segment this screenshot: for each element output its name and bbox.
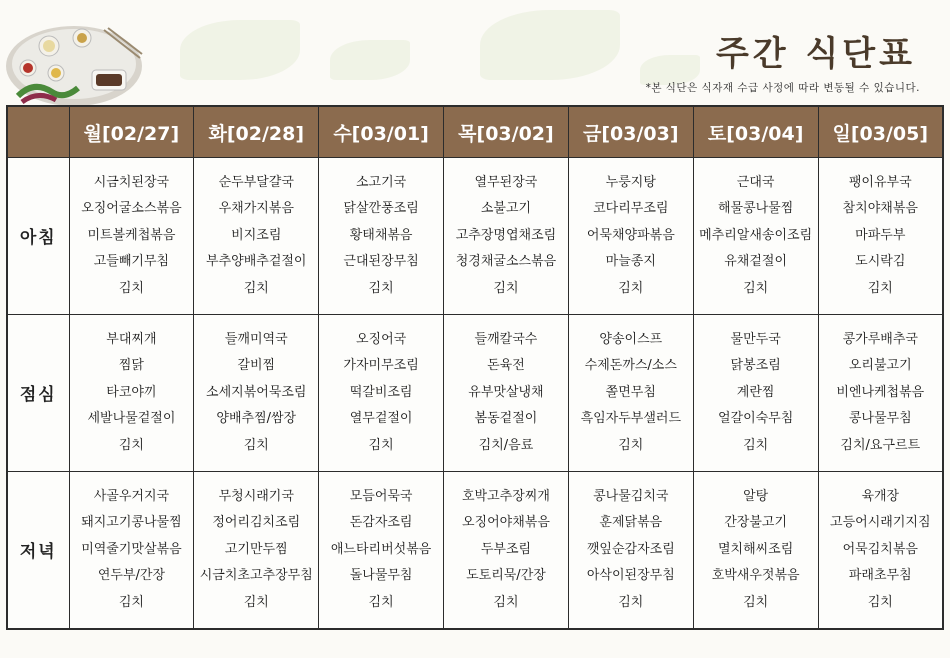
- dish-item: 고등어시래기지짐: [830, 515, 931, 531]
- dish-item: 어묵김치볶음: [842, 541, 918, 557]
- dish-item: 해물콩나물찜: [717, 201, 794, 217]
- meal-label: 아침: [7, 158, 69, 315]
- dish-item: 오리불고기: [848, 358, 912, 374]
- menu-cell: [69, 471, 194, 629]
- dish-item: 김치: [743, 437, 769, 453]
- menu-cell: [319, 314, 444, 471]
- menu-cell: [693, 471, 818, 629]
- meal-row: [7, 314, 943, 471]
- menu-cell: [444, 314, 569, 471]
- dish-item: 김치: [118, 280, 144, 296]
- dish-item: 콩나물김치국: [593, 488, 669, 504]
- dish-item: 순두부달걀국: [218, 174, 294, 190]
- dish-item: 청경채굴소스볶음: [455, 254, 557, 270]
- dish-item: 사골우거지국: [93, 488, 170, 504]
- dish-item: 우채가지볶음: [218, 201, 294, 217]
- day-header: 토[03/04]: [693, 106, 818, 158]
- dish-item: 김치: [743, 594, 769, 610]
- day-header: 일[03/05]: [818, 106, 943, 158]
- dish-item: 김치/음료: [478, 437, 534, 453]
- dish-item: 참치야채볶음: [842, 201, 918, 217]
- dish-item: 닭살깐풍조림: [343, 201, 419, 217]
- dish-item: 연두부/간장: [97, 568, 165, 584]
- menu-body: [7, 158, 943, 630]
- dish-item: 김치: [743, 280, 769, 296]
- page-title: 주간 식단표: [715, 34, 916, 74]
- dish-item: 김치: [118, 437, 144, 453]
- dish-item: 훈제닭볶음: [599, 515, 663, 531]
- dish-item: 고기만두찜: [224, 541, 288, 557]
- dish-item: 모듬어묵국: [349, 488, 413, 504]
- dish-item: 김치: [867, 594, 893, 610]
- dish-item: 두부조림: [480, 541, 532, 557]
- dish-item: 미역줄기맛살볶음: [81, 541, 182, 557]
- dish-item: 근대국: [736, 174, 775, 190]
- dish-item: 고들빼기무침: [93, 254, 170, 270]
- dish-item: 돈감자조림: [349, 515, 413, 531]
- dish-item: 고추장명엽채조림: [455, 227, 557, 243]
- dish-item: 김치: [243, 594, 269, 610]
- dish-item: 유부맛살냉채: [468, 384, 544, 400]
- dish-item: 김치: [243, 280, 269, 296]
- dish-item: 콩나물무침: [848, 411, 912, 427]
- dish-item: 흑임자두부샐러드: [580, 411, 682, 427]
- day-header: 금[03/03]: [568, 106, 693, 158]
- dish-item: 누룽지탕: [605, 174, 656, 190]
- dish-item: 호박고추장찌개: [462, 488, 550, 504]
- menu-cell: [319, 158, 444, 315]
- dish-item: 물만두국: [730, 331, 781, 347]
- dish-item: 정어리김치조림: [212, 515, 301, 531]
- dish-item: 유채겉절이: [724, 254, 788, 270]
- menu-cell: [444, 471, 569, 629]
- dish-item: 도토리묵/간장: [466, 568, 546, 584]
- dish-item: 도시락김: [855, 254, 906, 270]
- dish-item: 깻잎순감자조림: [586, 541, 675, 557]
- menu-cell: [194, 158, 319, 315]
- menu-notice: *본 식단은 식자재 수급 사정에 따라 변동될 수 있습니다.: [645, 82, 920, 94]
- menu-cell: [693, 314, 818, 471]
- dish-item: 간장불고기: [724, 515, 788, 531]
- dish-item: 근대된장무침: [343, 254, 419, 270]
- dish-item: 마파두부: [855, 227, 906, 243]
- dish-item: 오징어국: [355, 331, 407, 347]
- menu-cell: [818, 314, 943, 471]
- dish-item: 부대찌개: [106, 331, 157, 347]
- meal-label: 저녁: [7, 471, 69, 629]
- dish-item: 육개장: [861, 488, 900, 504]
- menu-cell: [69, 314, 194, 471]
- dish-item: 오징어야채볶음: [462, 515, 550, 531]
- dish-item: 김치: [867, 280, 893, 296]
- dish-item: 얼갈이숙무침: [717, 411, 794, 427]
- day-header: 화[02/28]: [194, 106, 319, 158]
- dish-item: 닭봉조림: [730, 358, 781, 374]
- day-header: 목[03/02]: [444, 106, 569, 158]
- meal-label: 점심: [7, 314, 69, 471]
- dish-item: 갈비찜: [237, 358, 276, 374]
- dish-item: 타코야끼: [106, 384, 157, 400]
- dish-item: 김치: [368, 280, 394, 296]
- menu-cell: [568, 314, 693, 471]
- dish-item: 멸치해씨조림: [717, 541, 794, 557]
- dish-item: 양배추찜/쌈장: [216, 411, 297, 427]
- dish-item: 세발나물겉절이: [87, 411, 176, 427]
- day-header: 월[02/27]: [69, 106, 194, 158]
- day-header-row: [7, 106, 943, 158]
- dish-item: 무청시래기국: [218, 488, 294, 504]
- menu-cell: [69, 158, 194, 315]
- dish-item: 열무겉절이: [349, 411, 413, 427]
- dish-item: 소고기국: [355, 174, 407, 190]
- menu-cell: [818, 158, 943, 315]
- dish-item: 파래초무침: [848, 568, 912, 584]
- menu-cell: [194, 314, 319, 471]
- header: [0, 0, 950, 105]
- meal-row: [7, 158, 943, 315]
- dish-item: 봄동겉절이: [474, 411, 538, 427]
- dish-item: 콩가루배추국: [842, 331, 918, 347]
- food-plate-illustration: [4, 18, 144, 108]
- dish-item: 알탕: [743, 488, 769, 504]
- dish-item: 김치: [618, 280, 644, 296]
- dish-item: 비엔나케첩볶음: [836, 384, 925, 400]
- dish-item: 돼지고기콩나물찜: [81, 515, 182, 531]
- menu-cell: [693, 158, 818, 315]
- corner-cell: [7, 106, 69, 158]
- dish-item: 찜닭: [118, 358, 144, 374]
- meal-row: [7, 471, 943, 629]
- dish-item: 들깨미역국: [224, 331, 288, 347]
- dish-item: 김치: [618, 594, 644, 610]
- dish-item: 아삭이된장무침: [586, 568, 675, 584]
- dish-item: 돌나물무침: [349, 568, 413, 584]
- dish-item: 수제돈까스/소스: [584, 358, 677, 374]
- dish-item: 코다리무조림: [593, 201, 669, 217]
- dish-item: 가자미무조림: [343, 358, 419, 374]
- dish-item: 어묵채양파볶음: [586, 227, 675, 243]
- dish-item: 떡갈비조림: [349, 384, 413, 400]
- dish-item: 김치: [368, 594, 394, 610]
- weekly-menu-table: [6, 105, 944, 630]
- dish-item: 김치: [368, 437, 394, 453]
- dish-item: 비지조림: [231, 227, 282, 243]
- dish-item: 김치: [493, 594, 519, 610]
- dish-item: 황태채볶음: [349, 227, 413, 243]
- menu-cell: [818, 471, 943, 629]
- dish-item: 마늘종지: [605, 254, 656, 270]
- dish-item: 쫄면무침: [605, 384, 656, 400]
- day-header: 수[03/01]: [319, 106, 444, 158]
- dish-item: 시금치초고추장무침: [199, 568, 313, 584]
- dish-item: 호박새우젓볶음: [711, 568, 800, 584]
- dish-item: 미트볼케첩볶음: [87, 227, 176, 243]
- dish-item: 팽이유부국: [848, 174, 912, 190]
- dish-item: 애느타리버섯볶음: [330, 541, 432, 557]
- menu-cell: [568, 471, 693, 629]
- dish-item: 김치: [618, 437, 644, 453]
- menu-cell: [319, 471, 444, 629]
- dish-item: 들깨칼국수: [474, 331, 538, 347]
- dish-item: 계란찜: [736, 384, 775, 400]
- menu-cell: [568, 158, 693, 315]
- dish-item: 소불고기: [480, 201, 532, 217]
- dish-item: 메추리알새송이조림: [699, 227, 813, 243]
- dish-item: 김치/요구르트: [840, 437, 921, 453]
- dish-item: 김치: [243, 437, 269, 453]
- dish-item: 돈육전: [487, 358, 525, 374]
- menu-cell: [444, 158, 569, 315]
- dish-item: 시금치된장국: [93, 174, 170, 190]
- menu-cell: [194, 471, 319, 629]
- dish-item: 부추양배추겉절이: [206, 254, 307, 270]
- dish-item: 소세지볶어묵조림: [206, 384, 307, 400]
- dish-item: 김치: [493, 280, 519, 296]
- dish-item: 오징어굴소스볶음: [81, 201, 182, 217]
- dish-item: 열무된장국: [474, 174, 538, 190]
- dish-item: 김치: [118, 594, 144, 610]
- dish-item: 양송이스프: [599, 331, 663, 347]
